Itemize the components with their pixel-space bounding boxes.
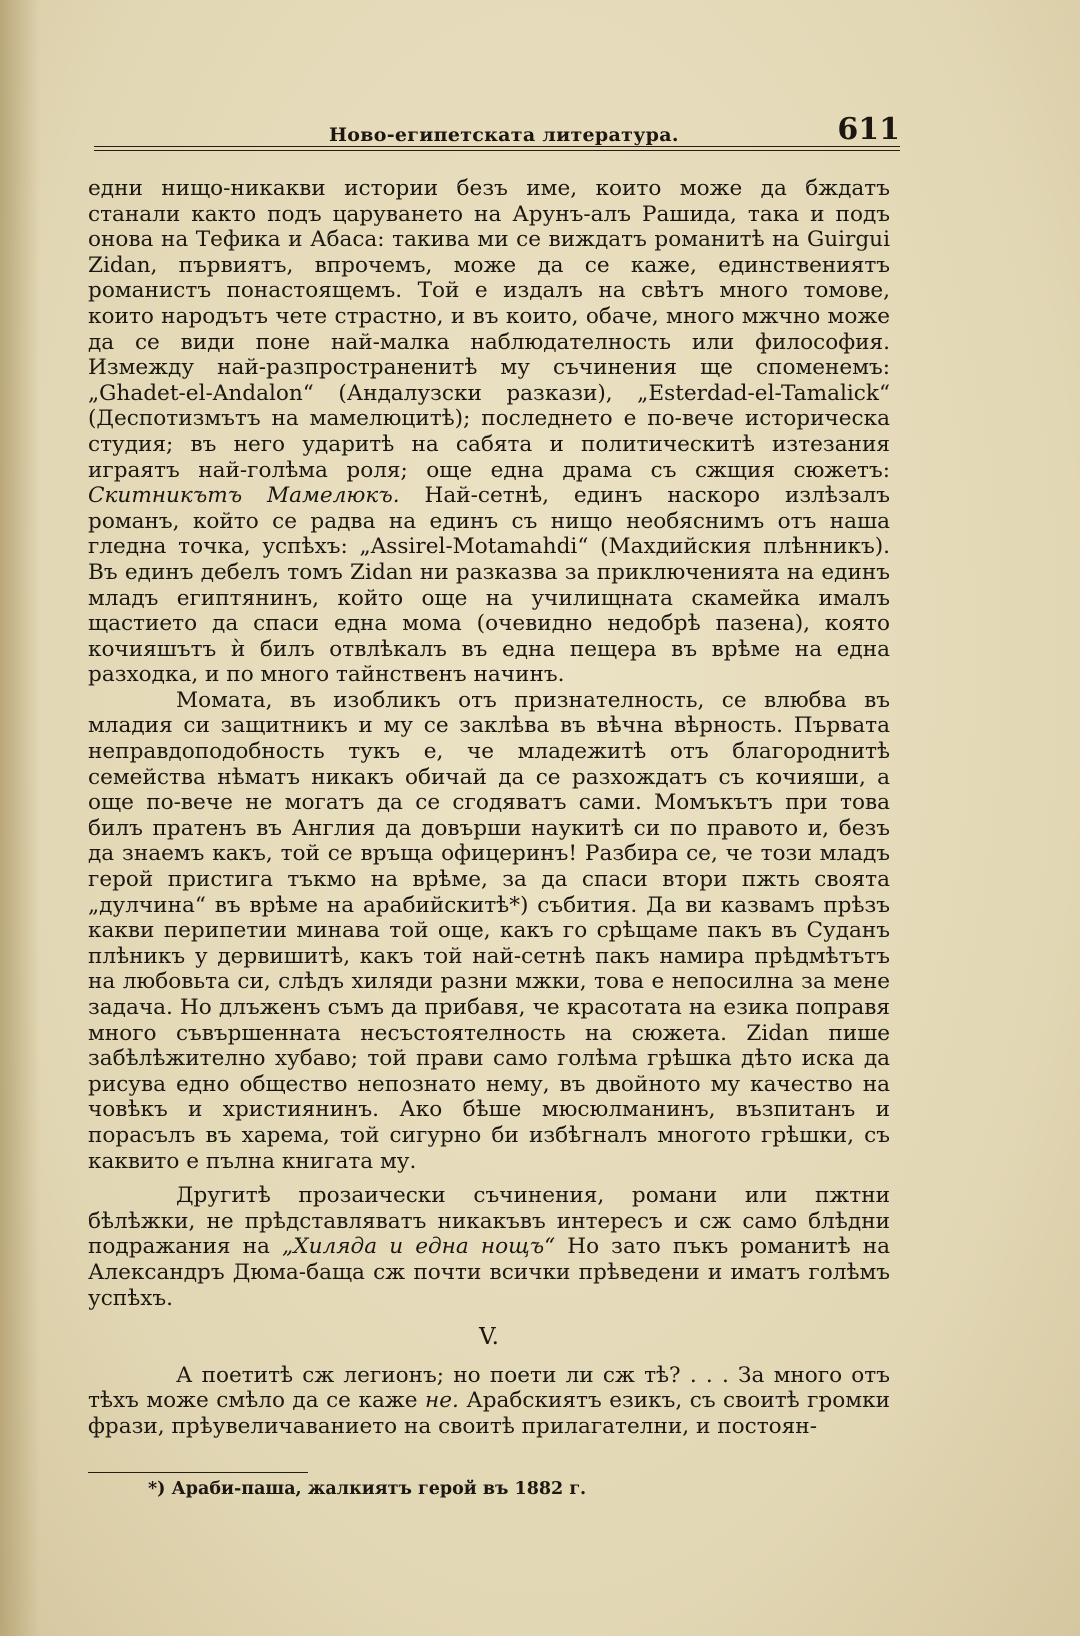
page-number: 611 [837, 112, 900, 147]
paragraph-3-italic-title: „Хиляда и една нощъ“ [282, 1234, 556, 1260]
paragraph-3-part-a: Другитѣ прозаически съчинения, романи или пжтни бѣлѣжки, не прѣдставляватъ никакъвъ интересъ и сж само блѣдни подражания на [88, 1183, 890, 1260]
paragraph-4-part-b: Арабскиятъ езикъ, съ своитѣ громки фрази, прѣувеличаванието на своитѣ прилагателни, и постоян- [88, 1388, 890, 1439]
paragraph-gap [88, 1174, 890, 1183]
paragraph-4-italic-word: не. [424, 1388, 459, 1414]
section-heading: V. [479, 1324, 499, 1351]
paragraph-2: Момата, въ изобликъ отъ признателность, се влюбва въ младия си защитникъ и му се заклѣва въ вѣчна вѣрность. Първата неправдоподобность тукъ е, че младежитѣ отъ благороднитѣ семейства нѣматъ никакъ обичай да се разхождатъ съ кочияши, а още по-вече не могатъ да се сгодяватъ сами. Момъкътъ при това билъ пратенъ въ Англия да довърши наукитѣ си по правото и, безъ да знаемъ какъ, той се връща офицеринъ! Разбира се, че този младъ герой пристига тъкмо на врѣме, за да спаси втори пжть своята „дулчина“ въ врѣме на арабийскитѣ*) събития. Да ви казвамъ прѣзъ какви перипетии минава той още, какъ го срѣщаме пакъ въ Суданъ плѣникъ у дервишитѣ, какъ той най-сетнѣ пакъ намира прѣдмѣтътъ на любовьта си, слѣдъ хиляди разни мжки, това е непосилна за мене задача. Но длъженъ съмъ да прибавя, че красотата на езика поправя много съвършенната несъстоятелность на сюжета. Zidan пише забѣлѣжително хубаво; той прави само голѣма грѣшка дѣто иска да рисува едно общество непознато нему, въ двойното му качество на човѣкъ и християнинъ. Ако бѣше мюсюлманинъ, възпитанъ и порасълъ въ харема, той сигурно би избѣгналъ многото грѣшки, съ каквито е пълна книгата му. [88, 687, 890, 1174]
footnote: *) Араби-паша, жалкиятъ герой въ 1882 г. [148, 1479, 587, 1499]
paragraph-1-part-a: едни нищо-никакви истории безъ име, които може да бждатъ станали както подъ царуването на Арунъ-алъ Рашида, така и подъ онова на Тефика и Абаса: такива ми се виждатъ романитѣ на Guirgui Zidan, първиятъ, впрочемъ, може да се каже, единствениятъ романистъ понастоящемъ. Той е издалъ на свѣтъ много томове, които народътъ чете страстно, и въ които, обаче, много мжчно може да се види поне най-малка наблюдателность или философия. Измежду най-разпространенитѣ му съчинения ще споменемъ: „Ghadet-el-Andalon“ (Андалузски разкази), „Esterdad-el-Tamalick“ (Деспотизмътъ на мамелюцитѣ); последнето е по-вече историческа студия; въ него ударитѣ на сабята и политическитѣ изтезания играятъ най-голѣма роля; още една драма съ сжщия сюжетъ: [88, 176, 890, 483]
paragraph-1-italic-title: Скитникътъ Мамелюкъ. [88, 483, 400, 509]
paragraph-1 [88, 176, 890, 688]
footnote-rule [88, 1472, 308, 1473]
page-gutter-shadow [0, 0, 40, 1636]
paragraph-3 [88, 1183, 890, 1311]
header-rule-bottom [94, 150, 900, 151]
paragraph-1-part-b: Най-сетнѣ, единъ наскоро излѣзалъ романъ, който се радва на единъ съ нищо необяснимъ отъ наша гледна точка, успѣхъ: „Assirel-Motamahdi“ (Махдийския плѣнникъ). Въ единъ дебелъ томъ Zidan ни разказва за приключенията на единъ младъ египтянинъ, който още на училищната скамейка ималъ щастието да спаси една мома (очевидно недобрѣ пазена), която кочияшътъ ѝ билъ отвлѣкалъ въ една пещера въ врѣме на една разходка, и по много тайнственъ начинъ. [88, 483, 890, 688]
running-head [94, 112, 900, 160]
running-head-title: Ново-египетската литература. [329, 124, 679, 146]
paragraph-4 [88, 1363, 890, 1440]
header-rule-top [94, 146, 900, 147]
paragraph-4-part-a: А поетитѣ сж легионъ; но поети ли сж тѣ? . . . За много отъ тѣхъ може смѣло да се каже [88, 1362, 890, 1414]
body-text [88, 176, 890, 1440]
paragraph-3-part-b: Но зато пъкъ романитѣ на Александръ Дюма-баща сж почти всички прѣведени и иматъ голѣмъ успѣхъ. [88, 1234, 890, 1311]
